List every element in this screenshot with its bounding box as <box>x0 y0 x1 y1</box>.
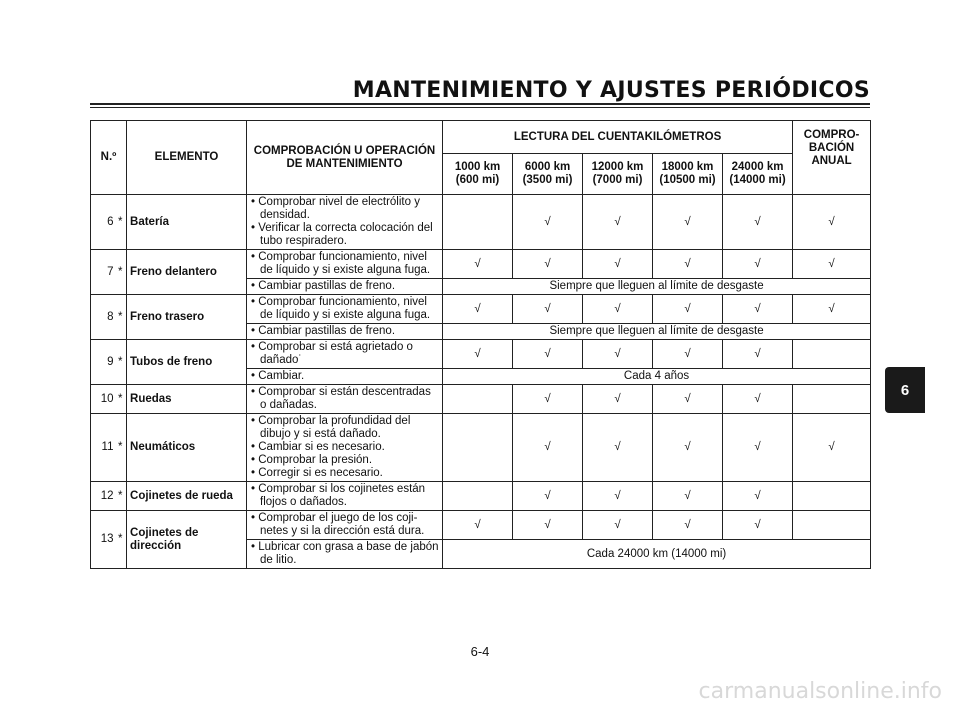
interval-km: 6000 km <box>524 161 571 173</box>
operation-line: • Corregir si es necesario. <box>251 467 383 479</box>
operation-line: • Cambiar si es necesario. <box>251 441 385 453</box>
check-cell: √ <box>653 511 723 540</box>
maintenance-table <box>90 120 871 569</box>
row-element: Cojinetes de dirección <box>127 511 247 569</box>
title-rule-thin <box>90 107 870 108</box>
check-cell: √ <box>653 250 723 279</box>
check-cell: √ <box>723 340 793 369</box>
page-number: 6-4 <box>470 644 490 659</box>
interval-note: Cada 4 años <box>443 369 871 385</box>
check-cell: √ <box>653 195 723 250</box>
check-cell: √ <box>513 340 583 369</box>
row-asterisk: * <box>115 482 127 511</box>
check-cell: √ <box>513 482 583 511</box>
row-operation <box>247 295 443 324</box>
interval-mi: (10500 mi) <box>659 174 716 186</box>
check-cell: √ <box>653 340 723 369</box>
header-interval <box>653 154 723 195</box>
check-cell <box>793 511 871 540</box>
row-element: Freno trasero <box>127 295 247 340</box>
check-cell: √ <box>723 195 793 250</box>
table-row <box>91 482 871 511</box>
row-element: Tubos de freno <box>127 340 247 385</box>
operation-line: • Cambiar. <box>251 370 305 382</box>
row-operation <box>247 250 443 279</box>
row-operation <box>247 195 443 250</box>
row-operation <box>247 324 443 340</box>
header-odometer: LECTURA DEL CUENTAKILÓMETROS <box>443 121 793 154</box>
interval-km: 18000 km <box>661 161 714 173</box>
page-title: MANTENIMIENTO Y AJUSTES PERIÓDICOS <box>352 78 870 103</box>
check-cell: √ <box>723 511 793 540</box>
check-cell: √ <box>583 511 653 540</box>
interval-mi: (7000 mi) <box>592 174 643 186</box>
table-row <box>91 385 871 414</box>
check-cell: √ <box>723 385 793 414</box>
header-annual: COMPRO-BACIÓN ANUAL <box>793 121 871 195</box>
operation-line: • Cambiar pastillas de freno. <box>251 280 396 292</box>
table-row <box>91 250 871 279</box>
row-asterisk: * <box>115 414 127 482</box>
check-cell: √ <box>583 295 653 324</box>
table-row <box>91 295 871 324</box>
check-cell: √ <box>583 414 653 482</box>
check-cell: √ <box>583 385 653 414</box>
interval-note: Cada 24000 km (14000 mi) <box>443 540 871 569</box>
check-cell <box>443 195 513 250</box>
row-element: Ruedas <box>127 385 247 414</box>
row-number: 6 <box>91 195 115 250</box>
interval-note: Siempre que lleguen al límite de desgaste <box>443 279 871 295</box>
check-cell: √ <box>723 482 793 511</box>
row-operation <box>247 385 443 414</box>
check-cell: √ <box>513 511 583 540</box>
check-cell: √ <box>653 295 723 324</box>
interval-km: 24000 km <box>731 161 784 173</box>
row-element: Batería <box>127 195 247 250</box>
header-no: N.º <box>91 121 127 195</box>
watermark: carmanualsonline.info <box>698 679 942 704</box>
operation-line: • Comprobar la presión. <box>251 454 373 466</box>
check-cell: √ <box>443 250 513 279</box>
row-asterisk: * <box>115 385 127 414</box>
row-asterisk: * <box>115 195 127 250</box>
row-asterisk: * <box>115 340 127 385</box>
row-operation <box>247 369 443 385</box>
operation-line: • Comprobar nivel de electrólito y densidad. <box>251 196 420 221</box>
row-operation <box>247 414 443 482</box>
row-number: 10 <box>91 385 115 414</box>
check-cell: √ <box>653 482 723 511</box>
row-number: 8 <box>91 295 115 340</box>
operation-line: • Lubricar con grasa a base de jabón de litio. <box>251 541 439 566</box>
check-cell: √ <box>513 385 583 414</box>
check-cell: √ <box>513 414 583 482</box>
header-interval <box>443 154 513 195</box>
interval-km: 12000 km <box>591 161 644 173</box>
table-row <box>91 195 871 250</box>
check-cell: √ <box>513 195 583 250</box>
row-number: 11 <box>91 414 115 482</box>
header-interval <box>723 154 793 195</box>
operation-line: • Comprobar si están descentradas o dañadas. <box>251 386 431 411</box>
operation-line: • Comprobar funcionamiento, nivel de líquido y si existe alguna fuga. <box>251 251 431 276</box>
check-cell: √ <box>793 414 871 482</box>
check-cell <box>443 385 513 414</box>
row-element: Freno delantero <box>127 250 247 295</box>
header-interval <box>513 154 583 195</box>
row-operation <box>247 511 443 540</box>
row-asterisk: * <box>115 511 127 569</box>
operation-line: • Comprobar la profundidad del dibujo y si está dañado. <box>251 415 411 440</box>
table-row <box>91 414 871 482</box>
row-element: Cojinetes de rueda <box>127 482 247 511</box>
interval-km: 1000 km <box>454 161 501 173</box>
interval-mi: (14000 mi) <box>729 174 786 186</box>
title-rule <box>90 103 870 105</box>
check-cell: √ <box>793 195 871 250</box>
check-cell: √ <box>793 295 871 324</box>
check-cell: √ <box>583 250 653 279</box>
check-cell <box>443 482 513 511</box>
row-number: 9 <box>91 340 115 385</box>
check-cell: √ <box>513 295 583 324</box>
row-number: 7 <box>91 250 115 295</box>
check-cell <box>793 385 871 414</box>
check-cell: √ <box>583 482 653 511</box>
check-cell: √ <box>723 250 793 279</box>
row-element: Neumáticos <box>127 414 247 482</box>
header-operation: COMPROBACIÓN U OPERACIÓN DE MANTENIMIENTO <box>247 121 443 195</box>
check-cell <box>793 340 871 369</box>
operation-line: • Cambiar pastillas de freno. <box>251 325 396 337</box>
interval-mi: (3500 mi) <box>522 174 573 186</box>
row-operation <box>247 540 443 569</box>
check-cell: √ <box>723 414 793 482</box>
header-element: ELEMENTO <box>127 121 247 195</box>
check-cell: √ <box>583 340 653 369</box>
row-number: 12 <box>91 482 115 511</box>
row-asterisk: * <box>115 250 127 295</box>
check-cell: √ <box>443 511 513 540</box>
check-cell <box>443 414 513 482</box>
row-operation <box>247 340 443 369</box>
interval-mi: (600 mi) <box>455 174 500 186</box>
check-cell: √ <box>513 250 583 279</box>
table-row <box>91 340 871 369</box>
check-cell: √ <box>583 195 653 250</box>
operation-line: • Comprobar si los cojinetes están flojos o dañados. <box>251 483 426 508</box>
row-operation <box>247 482 443 511</box>
check-cell: √ <box>653 414 723 482</box>
operation-line: • Comprobar si está agrietado o dañado˙ <box>251 341 413 366</box>
check-cell: √ <box>793 250 871 279</box>
row-number: 13 <box>91 511 115 569</box>
interval-note: Siempre que lleguen al límite de desgaste <box>443 324 871 340</box>
header-interval <box>583 154 653 195</box>
chapter-tab: 6 <box>885 367 925 413</box>
check-cell: √ <box>443 295 513 324</box>
check-cell: √ <box>653 385 723 414</box>
operation-line: • Comprobar el juego de los coji-netes y si la dirección está dura. <box>251 512 425 537</box>
check-cell: √ <box>723 295 793 324</box>
check-cell: √ <box>443 340 513 369</box>
operation-line: • Comprobar funcionamiento, nivel de líquido y si existe alguna fuga. <box>251 296 431 321</box>
check-cell <box>793 482 871 511</box>
row-operation <box>247 279 443 295</box>
operation-line: • Verificar la correcta colocación del tubo respiradero. <box>251 222 433 247</box>
table-row <box>91 511 871 540</box>
row-asterisk: * <box>115 295 127 340</box>
